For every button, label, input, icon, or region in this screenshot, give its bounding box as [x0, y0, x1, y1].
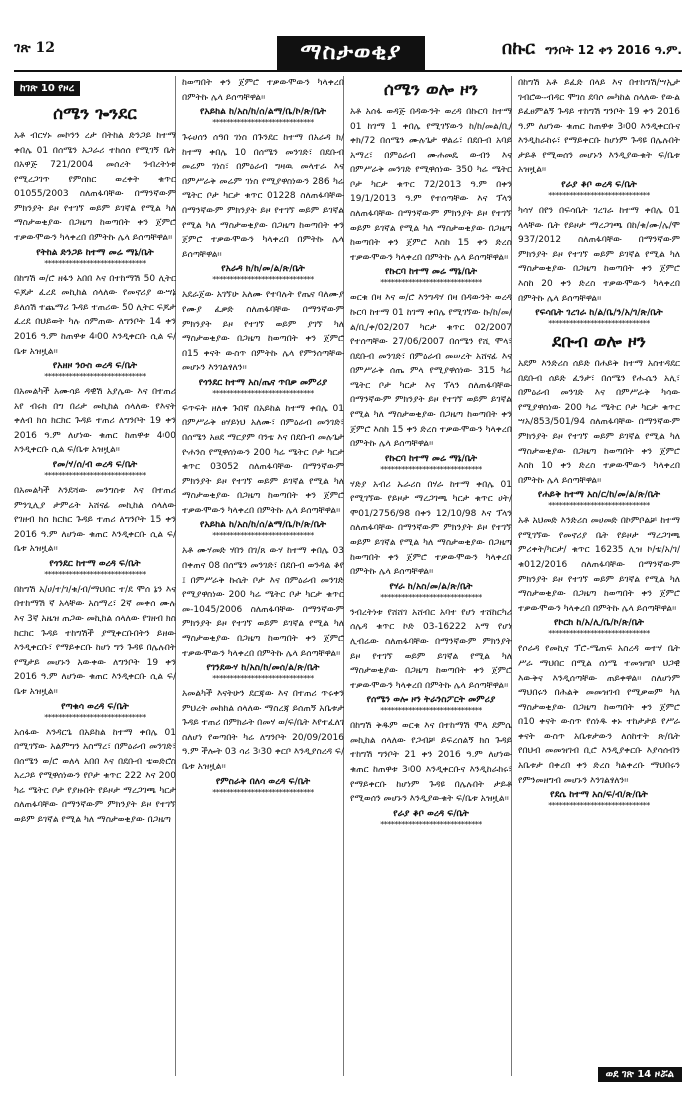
notice-text: የሶራዳ የመኪና ፕሮ-ሜጠፍ አስረዳ ወተሃ ቤት ሥራ ማህበር በሚል ሰነሜ ተመዝግቦ ህጋዊ እውቅና እንዲሰጣቸው ጠይቀዋል፡፡ ስለሆነም ማህበሩን በሕልቅ መመዝገብ የሚቃወም ካለ ማስታወቂያው በጋዜጣ ከወጣበት ቀን ጀምሮ በ10 ቀናት ውስጥ የሰነዱ ቀኑ ተከታታይ የሥራ ቀናት ውስጥ አቤቱታውን ለሰከተት ጽ/ቤት የበህብ መመዝገብ ቢሮ እንዲያቀርቡ እያሳሰብን አቤቱታ በቀረበ ቀን ድረስ ካልቀረቡ ማህበሩን የምንመዘግብ መሆኑን እንገልፃለን፡፡: [518, 644, 680, 786]
separator: *****************************: [548, 801, 650, 811]
separator: *****************************: [380, 706, 482, 716]
page-number: ገጽ 12: [14, 40, 56, 56]
separator: *****************************: [212, 275, 314, 285]
notice-signature: የጎንደር ከተማ አስ/ጤና ጥበቃ መምሪያ: [198, 377, 328, 388]
notice-text: በከግሽ አ/ሀ/ተ/ገ/ቁ/ብ/ማህበር ተ/ደ ሞሰ ኔን እና በተከማሽ ኛ አላቸው አስማረ፣ 2ኛ መቀሰ ሙሉ እና 3ኛ አዜዝ ጠጋው መኪከል ሰላለው የገዘብ ክስ ክርክር ጉዳይ ተከግሽች ያሚቀርቡበትን ይዘው እንዲቀርቡ፣ የማይቀርቡ ከሆነ ግን ጉዳዩ በሌሉበት የሚታይ መሆኑን አውቀው ለግንቦት 19 ቀን 2016 ዓ.ም ለሆነው ቁጠር እንዲቀርቡ ሲል ፍ/ቤቱ አዝዟል፡፡: [14, 584, 176, 697]
separator: *****************************: [44, 712, 146, 722]
separator: *****************************: [380, 278, 482, 288]
continued-from-tag: ከገጽ 10 የዞረ: [14, 81, 80, 96]
notice-text: ወርቁ በዛ እና ወ/ሮ እንግዳሃ በዛ በዳውንት ወረዳ ኩርባ ከተማ 01 ከገማ ቀበሌ የሚገኘው ኩ/ከ/መ/ል/ቢ/ቀ/02/207 ካርታ ቁጥር 02/2007 የተሰጣቸው 27/06/2007 በሰሜን የሺ ሞላ፣ በደቡብ መንገድ፣ በምዕራብ መሠረት አሸናፊ እና በምሥራቅ ሰጤ ምላ የሚያዋሰነው 315 ካሬ ሜትር ቦታ ካርታ እና ፕላን ስለጠፋባቸው በማንኛውም ምክንያት ይዞ የተገኘ ወይም ይገኛል የሚል ካለ ማስታወቂያው በጋዜጣ ከወጣበት ቀን ጀምሮ እስከ 15 ቀን ድረስ ተቃውሞውን ካላቀረበ በምትኩ ሌላ ይሰጣቸዋል፡፡: [350, 293, 512, 450]
notice-text: ፍጥፍት ዘለቀ ጉበኛ በአይከል ከተማ ቀበሌ 01 በምሥራቅ ፀሃይነህ አለሙ፣ በምዕራብ መንገድ፣ በሰሜን አፀደ ማርያም ባንቴ እና በደቡብ መሉጌታ ዮሐንስ የሚዋሰነውን 200 ካሬ ሜትር ቦታ ካርታ ቁጥር 03052 ስለጠፋባቸው በማንኛውም ምክንያት ይዞ የተገኘ ወይም ይገኛል የሚል ካለ ማስታወቂያው በጋዜጣ ከወጣበት ቀን ጀምሮ ተቃውሞውን ካላቀረበ በምትኩ ሌላ ይሰጣቸዋል፡፡: [182, 403, 344, 516]
separator: *****************************: [380, 592, 482, 602]
notice-text: ካሳሃ በየን በፍሳቤት ገረገራ ከተማ ቀበሌ 01 ላላቸው ቤት የይዞታ ማረጋገጫ በከ/ቁ/ሙ/ሌ/ሞ 937/2012 ስለጠፋባቸው በማንኛውም ምክንያት ይዞ የተገኘ ወይም ይገኛል የሚል ካለ ማስታወቂያው በጋዜጣ ከወጣበት ቀን ጀምሮ እስከ 20 ቀን ድረስ ተቃውሞውን ካላቀረበ በምትኩ ሌላ ይሰጣቸዋል፡፡: [518, 206, 680, 304]
separator: *****************************: [548, 191, 650, 201]
continued-on-tag: ወደ ገጽ 14 ዞሯል: [598, 1067, 682, 1082]
notice-signature: የኩርባ ከተማ መሬ ማኔ/ቤት: [384, 453, 478, 464]
zone-heading: ሰሜን ጐንደር: [53, 104, 137, 124]
notice-signature: የመ/ሃ/ሰ/ብ ወረዳ ፍ/ቤት: [52, 459, 138, 470]
notice-text: አቶ ብርሃኑ መኮንን ረታ በትከል ድንጋይ ከተማ ቀበሌ 01 በሰሜን አጋራሪ ተከሰሰ የሚገኝ ቤት በአዋጅ 721/2004 መሰረት ንብረትነቱ የሚረጋገጥ የምስክር ወረቀት ቁጥር 01055/2003 ስለጠፋባቸው በማንኛውም ምክንያት ይዞ የተገኘ ወይም ይገኛል የሚል ካለ ማስታወቂያው በጋዜጣ ከወጣበት ቀን ጀምሮ ተቃውሞውን ካላቀረበ በምትኩ ሌላ ይሰጣቸዋል፡፡: [14, 131, 176, 244]
notice-text: አደም እንድሪስ ሰይድ በሐይቅ ከተማ አስተዳደር በደቡብ ሰይድ ፈንታ፣ በሰሜን የሑሴን አሊ፣ በምዕራብ መንገድ እና በምሥራቅ ካሳው የሚያዋስነው 200 ካሬ ሜትር ቦታ ካርታ ቁጥር ሣአ/853/501/94 ስለጠፋባቸው በማንኛውም ምክንያት ይዞ የተገኘ ወይም ይገኛል የሚል ካለ ማስታወቂያው በጋዜጣ ከወጣበት ቀን ጀምሮ እስከ 10 ቀን ድረስ ተቃውሞውን ካላቀረበ በምትኩ ሌላ ይሰጣቸዋል፡፡: [518, 359, 680, 486]
notice-text: በአመልካች እንደሻው መንግስቱ እና በተጠሪ ምንጊሊያ ታምሬት አሸናፊ መኪከል ሰላለው የገዘብ ክስ ክርክር ጉዳይ ተጠሪ ለግንቦት 15 ቀን 2016 ዓ.ም ለሆነው ቁጠር እንዲቀርቡ ሲል ፍ/ቤቱ አዝዟል፡፡: [14, 485, 176, 555]
separator: *****************************: [212, 787, 314, 797]
header-rule: [14, 70, 682, 72]
notice-signature: የአዘዞ ንዑስ ወረዳ ፍ/ቤት: [52, 361, 138, 372]
notice-text: አቶ ሙሃመድ ሃበን በገ/ጸ ውሃ ከተማ ቀበሌ 03 በቀጠና 08 በሰሜን መንገድ፣ በደቡብ ወንዳል ቆየ ፤ በምሥራቅ ኩሴት ቦታ እና በምዕራብ መንገድ የሚያዋስነው 200 ካሬ ሜትር ቦታ ካርታ ቁጥር መ-1045/2006 ስለጠፋባቸው በማንኛውም ምክንያት ይዞ የተገኘ ወይም ይገኛል የሚል ካለ ማስታወቂያው በጋዜጣ ከወጣበት ቀን ጀምሮ ተቃውሞውን ካላቀረበ በምትኩ ሌላ ይሰጣቸዋል፡፡: [182, 546, 344, 659]
separator: *****************************: [44, 470, 146, 480]
separator: *****************************: [44, 569, 146, 579]
notice-signature: የኮርከ ከ/አ/ሊ/ቤ/ኮ/ጽ/ቤት: [553, 618, 645, 629]
notice-text: አቶ አሰፋ ወዳጅ በዳውንት ወረዳ በኩርባ ከተማ 01 ከገማ 1 ቀበሌ የሚገኘውን ከ/ከ/መል/ቢ/ቀክ/72 በሰሜን ሙሉጌታ ዋልሬ፣ በደቡብ አባይ አማረ፣ በምዕራብ ሙሐመዴ ውብን እና በምሥራቅ መንገድ የሚዋሰነው 350 ካሬ ሜትር ቦታ ካርታ ቁጥር 72/2013 ዓ.ም በቀን 19/1/2013 ዓ.ም የተሰጣቸው እና ፕላን ስለጠፋባቸው በማንኛውም ምክንያት ይዞ የተገኘ ወይም ይገኛል የሚል ካለ ማስታወቂያው በጋዜጣ ከወጣበት ቀን ጀምሮ እስከ 15 ቀን ድረስ ተቃውሞውን ካላቀረበ በምትኩ ሌላ ይሰጣቸዋል፡፡: [350, 107, 512, 263]
notice-text: በከግሽ ቅዱም ወርቁ እና በተከማሽ ሞላ ደምሴ መኪከል ሰላለው የጋብቻ ይፍረሰልኝ ክስ ጉዳይ ተከግሽ ግንቦት 21 ቀን 2016 ዓ.ም ለሆነው ቁጠር ከጠዋቱ 3፡00 እንዲቀርቡና እንዲከራከሩ፣ የማይቀርቡ ከሆነም ጉዳዩ በሌሉበት ታይቶ የሚወሰን መሆኑን እንዲያውቁት ፍ/ቤቱ አዝዟል፡፡: [350, 721, 512, 805]
zone-heading: ሰሜን ወሎ ዞን: [383, 80, 479, 100]
notice-signature: የአራዳ ክ/ከ/መ/ል/ጽ/ቤት: [221, 264, 305, 275]
column-1: [14, 76, 176, 1076]
notice-signature: የጣቁሳ ወረዳ ፍ/ቤት: [61, 701, 129, 712]
notice-text: ንብረትነቱ የሸሸገ አሸብር አባተ የሆነ ተሸከርካሪ ሰሌዳ ቁጥር ኮድ 03-16222 አማ የሆነ ሊብሬው ስለጠፋባቸው በማንኛውም ምክንያት ይዞ የተገኘ ወይም ይገኛል የሚል ካለ ማስታወቂያው በጋዜጣ ከወጣበት ቀን ጀምሮ ተቃውሞውን ካላቀረበ በምትኩ ሌላ ይሰጣቸዋል፡፡: [350, 607, 512, 691]
notice-signature: የራያ ቆቦ ወረዳ ፍ/ቤት: [561, 180, 637, 191]
notice-signature: የኩርባ ከተማ መሬ ማኔ/ቤት: [384, 267, 478, 278]
notice-signature: የአይከል ከ/አስ/ከ/ሰ/ልማ/ቤ/ኮ/ጽ/ቤት: [199, 107, 327, 118]
separator: *****************************: [548, 319, 650, 329]
notice-text: በአመልካች አሙሳይ ዳዊሽ አያሌው እና በተጠሪ አየ ብሩክ በግ በሪታ መኪከል ሰላለው የእናት ቀለብ ክስ ክርክር ጉዳይ ተጠሪ ለግንቦት 19 ቀን 2016 ዓ.ም ለሆነው ቁጠር ከጠዋቱ 4፡00 እንዲቀርቡ ሲል ፍ/ቤቱ አዝዟል፡፡: [14, 387, 176, 456]
notice-text: ሃድያ አብሪ ኡራሪስ በሃራ ከተማ ቀበሌ 01 የሚገኘው የይዞታ ማረጋገጫ ካርታ ቁጥር ሀት/ሞ01/2756/98 በቀን 12/10/98 እና ፕላን ስለጠፋባቸው በማንኛውም ምክንያት ይዞ የተገኘ ወይም ይገኛል የሚል ካለ ማስታወቂያው በጋዜጣ ከወጣበት ቀን ጀምሮ ተቃውሞውን ካላቀረበ በምትኩ ሌላ ይሰጣቸዋል፡፡: [350, 479, 512, 578]
separator: *****************************: [212, 674, 314, 684]
column-4: [518, 76, 680, 1076]
separator: *****************************: [548, 629, 650, 639]
notice-signature: የሐይቅ ከተማ አስ/ር/ከ/መ/ል/ጽ/ቤት: [537, 490, 661, 501]
separator: *****************************: [212, 388, 314, 398]
separator: *****************************: [212, 531, 314, 541]
section-title: ማስታወቂያ: [277, 36, 425, 70]
notice-signature: የአይከል ከ/አስ/ከ/ሰ/ልማ/ቤ/ኮ/ጽ/ቤት: [199, 520, 327, 531]
separator: *****************************: [44, 372, 146, 382]
separator: *****************************: [380, 819, 482, 829]
separator: *****************************: [44, 258, 146, 268]
publication-info: [502, 38, 682, 59]
notice-text: በከግሽ ወ/ሮ ዘፋን አበበ እና በተከማሽ 50 ሊትር ፍጆታ ፈረደ መኪከል ሰላለው የመኖሪያ ውሣኔ ይለሰሽ ተጨማሪ ጉዳይ ተጠሪው 50 ሊትር ፍጆታ ፈረደ በህይወት ካሉ ሰምጠው ለግንቦት 14 ቀን 2016 ዓ.ም ከጠዋቱ 4፡00 እንዲቀርቡ ሲል ፍ/ቤቱ አዝዟል፡፡: [14, 273, 176, 357]
notice-signature: የትከል ድንጋይ ከተማ መሬ ማኔ/ቤት: [36, 247, 154, 258]
notice-signature: የምስራቅ በለሳ ወረዳ ፍ/ቤት: [215, 776, 311, 787]
notice-text: አቶ አህመድ እንድሪስ መሀመድ በኮምቦልቻ ከተማ የሚገኘው የመኖሪያ ቤት የይዞታ ማረጋገጫ ምሪቀት/ካርታ/ ቁጥር 16235 ሊዝ ኮ/ቴ/አ/ገ/ቁ012/2016 ስለጠፋባቸው በማንኛውም ምክንያት ይዞ የተገኘ ወይም ይገኛል የሚል ካለ ማስታወቂያው በጋዜጣ ከወጣበት ቀን ጀምሮ ተቃውሞውን ካላቀረበ በምትኩ ሌላ ይሰጣቸዋል፡፡: [518, 516, 680, 614]
issue-date: ግንቦት 12 ቀን 2016 ዓ.ም.: [545, 43, 682, 57]
column-3: [350, 76, 512, 1076]
separator: *****************************: [212, 118, 314, 128]
notice-signature: የራያ ቆቦ ወረዳ ፍ/ቤት: [393, 808, 469, 819]
notice-signature: የደሴ ከተማ አስ/ፍ/ብ/ጽ/ቤት: [550, 790, 648, 801]
notice-text: አመልካች እናትሁን ደርጃው እና በተጠሪ ጥሩቀን ምህረት መከከል ሰላለው ማስረጃ ይሰጠኝ አቤቱታ ጉዳይ ተጠሪ በምክራት በመሃ ወ/ፍ/ቤት እየተፈለገ ስለሆነ የወጣበት ካሬ ለግንቦት 20/09/2016 ዓ.ም ችሎት 03 ሳሪ 3፡30 ቀርቦ እንዲያስረዳ ፍ/ቤቱ አዝዟል፡፡: [182, 689, 344, 772]
notice-signature: የፍሳቤት ገረገራ ከ/ል/ቤ/ን/አ/ገ/ጽ/ቤት: [535, 308, 663, 319]
notice-signature: የሰሜን ወሎ ዞን ትራንስፖርት መምሪያ: [366, 695, 496, 706]
notice-text: ጉሩሀሰን ሰዓበ ገነስ በጉንደር ከተማ በአራዳ ክ/ከተማ ቀበሌ 10 በሰሜን መንገድ፣ በደቡብ መሬም ገነስ፣ በምዕራብ ግዛዉ መላተራ እና በምሥራቅ መሬም ገነስ የሚያዋስነውን 286 ካሬ ሜትር ቦታ ካርታ ቁጥር 01228 ስለጠፋባቸው በማንኛውም ምክንያት ይዞ የተገኘ ወይም ይገኛል የሚል ካለ ማስታወቂያው በጋዜጣ ከወጣበት ቀን ጀምሮ ተቃውሞውን ካላቀረበ በምትኩ ሌላ ይሰጣቸዋል፡፡: [182, 133, 344, 260]
notice-text: አደራጀው አገኘሁ አለሙ የተባሉት የጤና ባለሙያ የሙያ ፈቃድ ስለጠፋባቸው በማንኛውም ምክንያት ይዞ የተገኘ ወይም ያገኘ ካለ ማስታወቂያው በጋዜጣ ከወጣበት ቀን ጀምሮ በ15 ቀናት ውስጥ በምትኩ ሌላ የምንሰጣቸው መሆኑን እንገልፃለን፡፡: [182, 290, 344, 374]
newspaper-name: በኩር: [501, 38, 536, 59]
notice-text: በከግሽ አቶ ይፈድ በላይ እና በተከግሽ/ሣኢታ ገብሮው-ብዳር ሞገስ ደባሶ መካከል ስላለው የውል ይፈፀምልኝ ጉዳይ ተከግሽ ግንቦት 19 ቀን 2016 ዓ.ም ለሆነው ቁጠር ከጠዋቱ 3፡00 እንዲቀርቡና እንዲከራከሩ፣ የማይቀርቡ ከሆነም ጉዳዩ በሌሉበት ታይቶ የሚወሰን መሆኑን እንዲያውቁት ፍ/ቤቱ አዝዟል፡፡: [518, 78, 680, 176]
notice-signature: የሃራ ከ/አስ/መ/ል/ጽ/ቤት: [389, 581, 473, 592]
notice-text: ከወጣበት ቀን ጀምሮ ተቃውሞውን ካላቀረበ በምትኩ ሌላ ይሰጣቸዋል፡፡: [182, 78, 344, 103]
notice-signature: የገንደውሃ ከ/አስ/ከ/መሰ/ል/ጽ/ቤት: [206, 663, 320, 674]
notice-text: አሰፋው እንዳርጌ በአይከል ከተማ ቀበሌ 01 በሚገኘው አልምግን አስማረ፣ በምዕራብ መንገድ፣ በሰሜን ወ/ሮ ወለላ አበበ እና በደቡብ ቴወድሮስ አረጋይ የሚዋሰነውን የቦታ ቁጥር 222 እና 200 ካሬ ሜትር ቦታ የያዙበት የይዞታ ማረጋገጫ ካርታ ስለጠፋባቸው በማንኛውም ምክንያት ይዞ የተገኘ ወይም ይገኛል የሚል ካለ ማስታወቂያው በጋዜጣ: [14, 727, 176, 825]
notice-signature: የጎንደር ከተማ ወረዳ ፍ/ቤት: [49, 558, 141, 569]
separator: *****************************: [380, 464, 482, 474]
column-2: [182, 76, 344, 1076]
separator: *****************************: [548, 501, 650, 511]
zone-heading: ደቡብ ወሎ ዞን: [552, 332, 646, 353]
